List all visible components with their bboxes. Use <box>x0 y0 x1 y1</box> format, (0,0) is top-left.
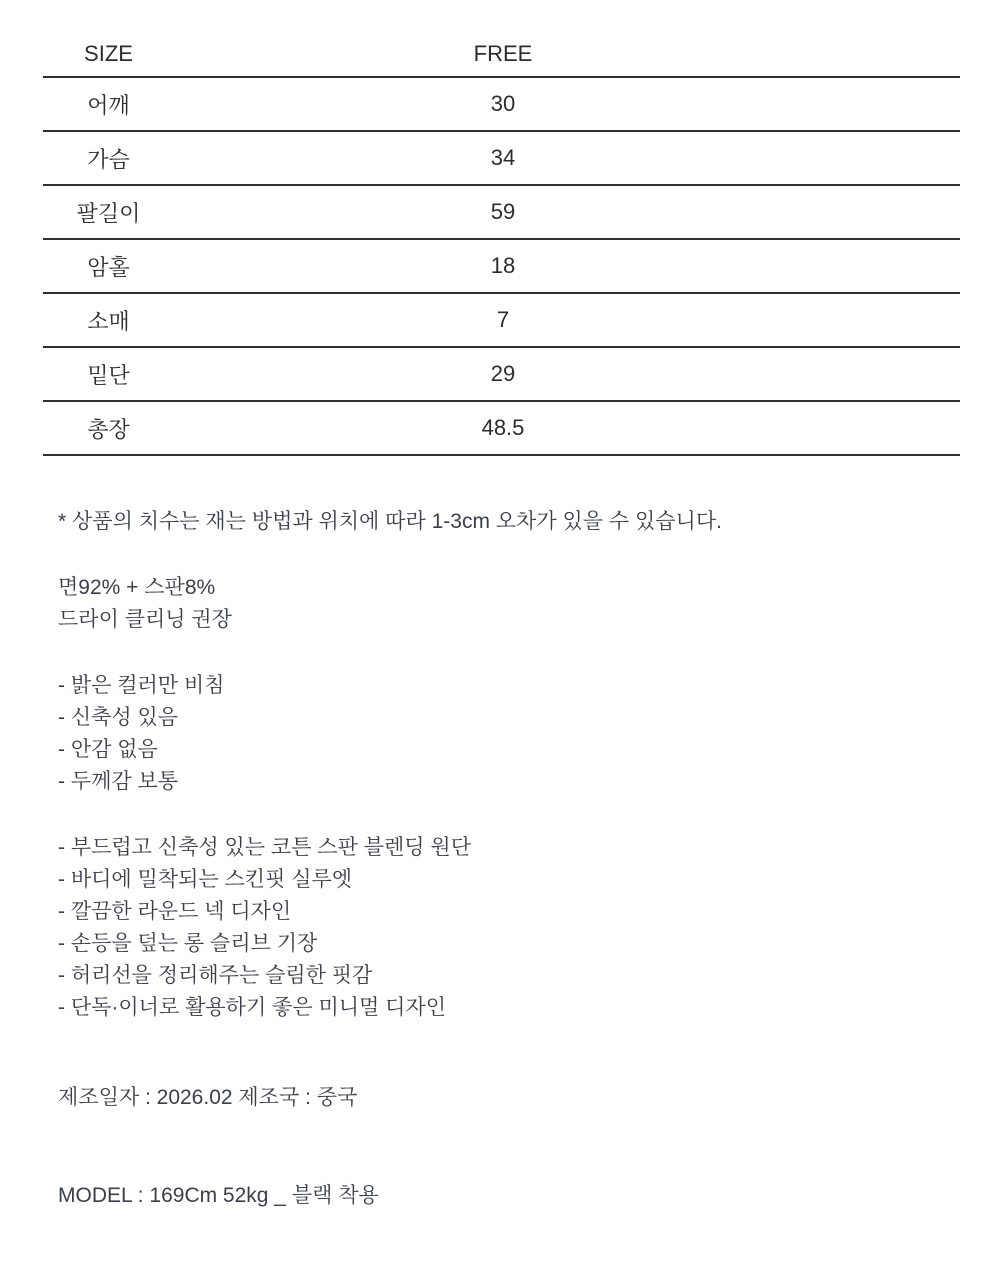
feature-item: - 안감 없음 <box>58 738 158 761</box>
row-label: 암홀 <box>87 254 130 280</box>
table-row-shoulder <box>43 78 960 132</box>
table-row-chest <box>43 132 960 186</box>
size-column-header: SIZE <box>84 41 133 66</box>
feature-list-basic <box>58 670 958 798</box>
care-instruction: 드라이 클리닝 권장 <box>58 608 232 631</box>
row-label: 팔길이 <box>76 200 141 226</box>
row-label: 가슴 <box>87 146 130 172</box>
feature-item: - 허리선을 정리해주는 슬림한 핏감 <box>58 964 373 987</box>
feature-item: - 두께감 보통 <box>58 770 179 793</box>
table-row-sleeve <box>43 294 960 348</box>
feature-item: - 단독·이너로 활용하기 좋은 미니멀 디자인 <box>58 996 447 1019</box>
feature-item: - 신축성 있음 <box>58 706 179 729</box>
fabric-info <box>58 572 958 636</box>
size-table <box>43 32 960 456</box>
table-header-row <box>43 32 960 78</box>
row-label: 총장 <box>87 416 130 442</box>
feature-item: - 부드럽고 신축성 있는 코튼 스판 블렌딩 원단 <box>58 836 471 859</box>
row-value: 7 <box>496 307 510 332</box>
product-notes <box>58 456 958 1212</box>
feature-item: - 밝은 컬러만 비침 <box>58 674 225 697</box>
size-disclaimer: * 상품의 치수는 재는 방법과 위치에 따라 1-3cm 오차가 있을 수 있습니다. <box>58 510 722 533</box>
row-value: 34 <box>490 145 516 170</box>
feature-item: - 바디에 밀착되는 스킨핏 실루엣 <box>58 868 353 891</box>
row-value: 48.5 <box>481 415 525 440</box>
manufacture-info: 제조일자 : 2026.02 제조국 : 중국 <box>58 1086 358 1109</box>
row-label: 소매 <box>87 308 130 334</box>
row-label: 밑단 <box>87 362 130 388</box>
table-row-arm-length <box>43 186 960 240</box>
free-column-header: FREE <box>473 41 533 66</box>
fabric-composition: 면92% + 스판8% <box>58 576 216 599</box>
row-label: 어깨 <box>87 92 130 118</box>
row-value: 30 <box>490 91 516 116</box>
feature-list-detail <box>58 832 958 1024</box>
row-value: 18 <box>490 253 516 278</box>
table-row-total-length <box>43 402 960 456</box>
model-info: MODEL : 169Cm 52kg _ 블랙 착용 <box>58 1184 379 1207</box>
feature-item: - 깔끔한 라운드 넥 디자인 <box>58 900 292 923</box>
row-value: 59 <box>490 199 516 224</box>
table-row-armhole <box>43 240 960 294</box>
row-value: 29 <box>490 361 516 386</box>
feature-item: - 손등을 덮는 롱 슬리브 기장 <box>58 932 318 955</box>
table-row-hem <box>43 348 960 402</box>
